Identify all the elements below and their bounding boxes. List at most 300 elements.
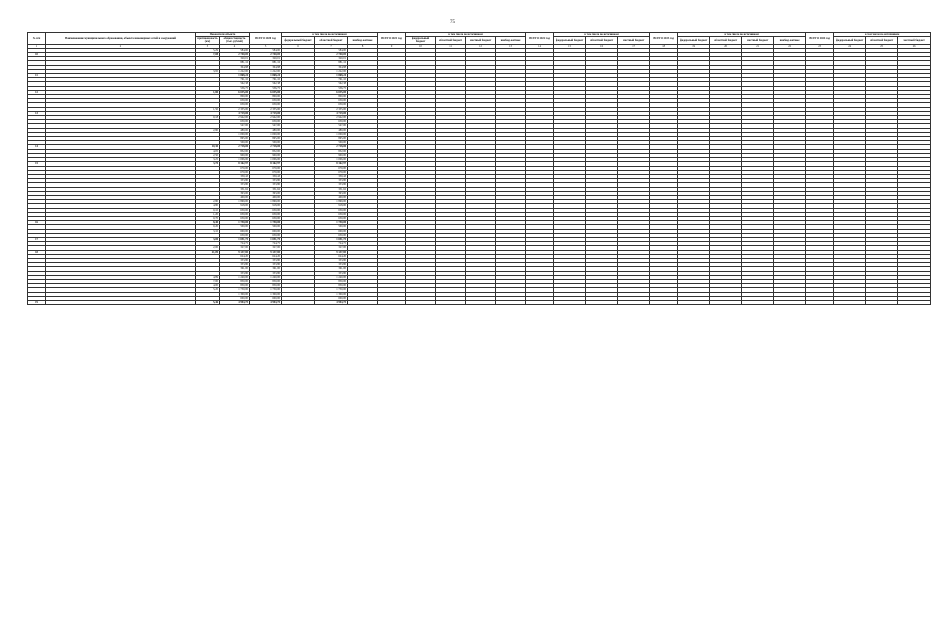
total-cost-cell: 331,62: [220, 187, 250, 191]
total-cost-cell: 320,01: [220, 57, 250, 61]
length-cell: 4,89: [196, 275, 220, 279]
total-2020-cell: 650,00: [250, 103, 282, 107]
total-cost-cell: 333,80: [220, 179, 250, 183]
total-2020-cell: 650,00: [250, 120, 282, 124]
total-2020-cell: 320,01: [250, 57, 282, 61]
total-2020-cell: 333,80: [250, 271, 282, 275]
regional-2020-cell: 4 994,75: [315, 301, 348, 305]
total-2020-cell: 1 000,00: [250, 132, 282, 136]
subheader-cell: местный бюджет: [898, 37, 931, 44]
subheader-cell: федеральный бюджет: [406, 37, 436, 44]
regional-2020-cell: 304,88: [315, 65, 348, 69]
regional-2020-cell: 2 335,00: [315, 107, 348, 111]
total-2020-cell: 333,80: [250, 183, 282, 187]
regional-2020-cell: 333,80: [315, 258, 348, 262]
length-cell: 2,00: [196, 246, 220, 250]
total-2020-cell: 500,00: [250, 225, 282, 229]
total-2020-cell: 1 750,00: [250, 288, 282, 292]
total-2020-cell: 556,75: [250, 86, 282, 90]
total-2020-cell: 918,00: [250, 204, 282, 208]
length-cell: 0,10: [196, 208, 220, 212]
total-cost-cell: 393,00: [220, 191, 250, 195]
regional-2020-cell: 1 000,00: [315, 132, 348, 136]
total-cost-cell: 1 240,00: [220, 275, 250, 279]
regional-2020-cell: 1 240,00: [315, 275, 348, 279]
value-cell: [774, 301, 806, 305]
subheader-cell: местный бюджет: [742, 37, 774, 44]
regional-2020-cell: 6 035,00: [315, 90, 348, 94]
column-index-cell: 2: [46, 44, 196, 48]
total-cost-cell: 2 740,05: [220, 53, 250, 57]
total-2020-cell: 650,00: [250, 212, 282, 216]
value-cell: [526, 301, 554, 305]
value-cell: [466, 301, 496, 305]
subheader-cell: местный бюджет: [618, 37, 650, 44]
row-number-cell: 16: [28, 221, 46, 225]
regional-2020-cell: 850,00: [315, 279, 348, 283]
total-2020-cell: 1 869,00: [250, 200, 282, 204]
total-cost-cell: 1 750,00: [220, 221, 250, 225]
total-2020-cell: 832,00: [250, 149, 282, 153]
total-cost-cell: 600,00: [220, 229, 250, 233]
total-2020-cell: 1 750,00: [250, 221, 282, 225]
total-cost-cell: 562,38: [220, 82, 250, 86]
total-cost-cell: 1 750,00: [220, 288, 250, 292]
regional-2020-cell: 584,00: [315, 48, 348, 52]
row-number-cell: 19: [28, 301, 46, 305]
total-2020-cell: 650,00: [250, 233, 282, 237]
regional-2020-cell: 333,80: [315, 179, 348, 183]
total-cost-cell: 800,00: [220, 95, 250, 99]
total-2020-cell: 650,00: [250, 216, 282, 220]
total-2020-cell: 850,00: [250, 279, 282, 283]
value-cell: [650, 301, 678, 305]
value-cell: [554, 301, 586, 305]
total-cost-cell: 1 222,00: [220, 69, 250, 73]
value-cell: [742, 301, 774, 305]
total-2020-cell: 600,00: [250, 229, 282, 233]
total-cost-cell: 4 994,75: [220, 301, 250, 305]
regional-2020-cell: 333,80: [315, 271, 348, 275]
regional-2020-cell: 1 051,75: [315, 237, 348, 241]
row-number-cell: 12: [28, 90, 46, 94]
value-cell: [378, 301, 406, 305]
total-cost-cell: 761,10: [220, 78, 250, 82]
column-index-cell: 14: [526, 44, 554, 48]
subheader-cell: федеральный бюджет: [678, 37, 710, 44]
total-2020-cell: 650,00: [250, 208, 282, 212]
header-cell: в том числе по источникам: [406, 33, 526, 37]
total-2020-cell: 600,00: [250, 296, 282, 300]
length-cell: 1,50: [196, 107, 220, 111]
section-row: [28, 301, 931, 305]
total-cost-cell: 918,00: [220, 204, 250, 208]
length-cell: 10,30: [196, 145, 220, 149]
header-cell: в том числе по источникам: [282, 33, 378, 37]
column-index-cell: 3: [196, 44, 220, 48]
subheader-cell: общая стоимость (тыс. рублей): [220, 37, 250, 44]
length-cell: 4,05: [196, 149, 220, 153]
length-cell: 7,00: [196, 279, 220, 283]
regional-2020-cell: 850,00: [315, 284, 348, 288]
regional-2020-cell: 761,10: [315, 78, 348, 82]
total-2020-cell: 1 868,24: [250, 74, 282, 78]
total-2020-cell: 9 137,85: [250, 250, 282, 254]
total-cost-cell: 361,00: [220, 267, 250, 271]
total-cost-cell: 650,00: [220, 103, 250, 107]
regional-2020-cell: 327,00: [315, 246, 348, 250]
length-cell: 4,00: [196, 284, 220, 288]
length-cell: 7,08: [196, 53, 220, 57]
total-2020-cell: 304,88: [250, 65, 282, 69]
total-2020-cell: 2 335,00: [250, 107, 282, 111]
regional-2020-cell: 650,00: [315, 208, 348, 212]
regional-2020-cell: 724,75: [315, 242, 348, 246]
value-cell: [586, 301, 618, 305]
column-index-cell: 22: [774, 44, 806, 48]
total-cost-cell: 6 035,00: [220, 90, 250, 94]
row-number-cell: 15: [28, 162, 46, 166]
value-cell: [806, 301, 834, 305]
total-cost-cell: 547,00: [220, 124, 250, 128]
subheader-cell: областной бюджет: [586, 37, 618, 44]
total-2020-cell: 400,00: [250, 195, 282, 199]
length-cell: 5,46: [196, 301, 220, 305]
value-cell: [866, 301, 898, 305]
column-index-cell: 5: [250, 44, 282, 48]
row-number-cell: 17: [28, 237, 46, 241]
total-2020-cell: 1 240,00: [250, 275, 282, 279]
total-cost-cell: 1 868,24: [220, 74, 250, 78]
total-cost-cell: 650,00: [220, 216, 250, 220]
total-cost-cell: 584,00: [220, 48, 250, 52]
total-cost-cell: 480,00: [220, 128, 250, 132]
investment-table: [27, 32, 931, 305]
total-cost-cell: 1 051,75: [220, 237, 250, 241]
subheader-cell: внебюд-жетные: [496, 37, 526, 44]
regional-2020-cell: 600,00: [315, 229, 348, 233]
subheader-cell: областной бюджет: [866, 37, 898, 44]
regional-2020-cell: 500,00: [315, 141, 348, 145]
regional-2020-cell: 500,00: [315, 225, 348, 229]
total-cost-cell: 650,00: [220, 208, 250, 212]
length-cell: 1,80: [196, 90, 220, 94]
subheader-cell: федеральный бюджет: [834, 37, 866, 44]
regional-2020-cell: 624,20: [315, 254, 348, 258]
total-cost-cell: 600,00: [220, 296, 250, 300]
total-cost-cell: 327,00: [220, 246, 250, 250]
value-cell: [618, 301, 650, 305]
subheader-cell: областной бюджет: [436, 37, 466, 44]
column-index-cell: 25: [866, 44, 898, 48]
total-2020-cell: 547,00: [250, 124, 282, 128]
total-2020-cell: 1 006,00: [250, 158, 282, 162]
regional-2020-cell: 331,62: [315, 187, 348, 191]
regional-2020-cell: 2 718,00: [315, 145, 348, 149]
column-index-cell: 9: [378, 44, 406, 48]
total-2020-cell: 2 942,00: [250, 116, 282, 120]
header-cell: ВСЕГО 2022 год: [526, 33, 554, 45]
row-number-cell: 13: [28, 111, 46, 115]
total-2020-cell: 724,75: [250, 242, 282, 246]
total-cost-cell: 333,80: [220, 258, 250, 262]
total-cost-cell: 624,20: [220, 254, 250, 258]
total-cost-cell: 900,00: [220, 153, 250, 157]
regional-2020-cell: 650,00: [315, 99, 348, 103]
column-index-cell: 18: [650, 44, 678, 48]
column-index-cell: 17: [618, 44, 650, 48]
length-cell: 2,80: [196, 128, 220, 132]
length-cell: 3,10: [196, 229, 220, 233]
regional-2020-cell: 9 137,85: [315, 250, 348, 254]
total-2020-cell: 850,00: [250, 284, 282, 288]
regional-2020-cell: 2 740,05: [315, 53, 348, 57]
value-cell: [678, 301, 710, 305]
total-2020-cell: 670,00: [250, 170, 282, 174]
total-cost-cell: 500,00: [220, 225, 250, 229]
total-cost-cell: 8 162,97: [220, 162, 250, 166]
column-index-cell: 15: [554, 44, 586, 48]
subheader-cell: внебюд-жетные: [774, 37, 806, 44]
header-cell: в том числе по источникам: [554, 33, 650, 37]
value-cell: [406, 301, 436, 305]
total-cost-cell: 865,00: [220, 137, 250, 141]
total-2020-cell: 480,00: [250, 128, 282, 132]
length-cell: 3,95: [196, 69, 220, 73]
total-2020-cell: 650,00: [250, 99, 282, 103]
regional-2020-cell: 881,16: [315, 61, 348, 65]
header-cell: в том числе по источникам: [678, 33, 806, 37]
total-cost-cell: 650,00: [220, 120, 250, 124]
total-2020-cell: 881,16: [250, 61, 282, 65]
total-2020-cell: 670,00: [250, 166, 282, 170]
header-cell: Показатели объекта: [196, 33, 250, 37]
total-cost-cell: 670,00: [220, 170, 250, 174]
total-2020-cell: 393,00: [250, 191, 282, 195]
regional-2020-cell: 330,43: [315, 174, 348, 178]
total-2020-cell: 333,80: [250, 263, 282, 267]
regional-2020-cell: 480,00: [315, 128, 348, 132]
regional-2020-cell: 1 300,00: [315, 292, 348, 296]
value-cell: [496, 301, 526, 305]
total-2020-cell: 865,00: [250, 137, 282, 141]
total-cost-cell: 1 000,00: [220, 132, 250, 136]
column-index-cell: 4: [220, 44, 250, 48]
total-cost-cell: 650,00: [220, 233, 250, 237]
subheader-cell: протяжен-ность (км): [197, 37, 218, 44]
total-2020-cell: 331,62: [250, 187, 282, 191]
regional-2020-cell: 650,00: [315, 120, 348, 124]
length-cell: 3,00: [196, 237, 220, 241]
regional-2020-cell: 361,00: [315, 267, 348, 271]
regional-2020-cell: 2 942,00: [315, 116, 348, 120]
total-cost-cell: 333,80: [220, 263, 250, 267]
value-cell: [898, 301, 931, 305]
regional-2020-cell: 800,00: [315, 95, 348, 99]
regional-2020-cell: 918,00: [315, 204, 348, 208]
length-cell: 3,70: [196, 162, 220, 166]
federal-2020-cell: [282, 301, 315, 305]
subheader-cell: областной бюджет: [315, 37, 348, 44]
total-cost-cell: 304,88: [220, 65, 250, 69]
column-index-cell: 7: [315, 44, 348, 48]
total-2020-cell: 761,10: [250, 78, 282, 82]
header-cell: № п/п: [28, 33, 46, 45]
column-index-cell: 12: [466, 44, 496, 48]
length-cell: 2,50: [196, 153, 220, 157]
value-cell: [436, 301, 466, 305]
total-2020-cell: 2 718,00: [250, 145, 282, 149]
total-2020-cell: 330,43: [250, 174, 282, 178]
header-cell: ВСЕГО 2021 год: [378, 33, 406, 45]
header-cell: ВСЕГО 2020 год: [250, 33, 282, 45]
total-cost-cell: 9 137,85: [220, 250, 250, 254]
total-2020-cell: 1 222,00: [250, 69, 282, 73]
total-2020-cell: 584,00: [250, 48, 282, 52]
column-index-cell: 19: [678, 44, 710, 48]
regional-2020-cell: 556,75: [315, 86, 348, 90]
row-number-cell: 18: [28, 250, 46, 254]
total-2020-cell: 327,00: [250, 246, 282, 250]
column-index-cell: 20: [710, 44, 742, 48]
total-cost-cell: 400,00: [220, 195, 250, 199]
page-number: 75: [450, 20, 455, 25]
total-cost-cell: 881,16: [220, 61, 250, 65]
column-index-cell: 8: [348, 44, 378, 48]
row-number-cell: 14: [28, 145, 46, 149]
total-cost-cell: 650,00: [220, 212, 250, 216]
total-cost-cell: 556,75: [220, 86, 250, 90]
regional-2020-cell: 670,00: [315, 166, 348, 170]
regional-2020-cell: 8 162,97: [315, 162, 348, 166]
value-cell: [834, 301, 866, 305]
regional-2020-cell: 1 750,00: [315, 221, 348, 225]
regional-2020-cell: 832,00: [315, 149, 348, 153]
total-cost-cell: 670,00: [220, 166, 250, 170]
total-cost-cell: 500,00: [220, 141, 250, 145]
length-cell: 21,09: [196, 250, 220, 254]
total-2020-cell: 1 051,75: [250, 237, 282, 241]
total-cost-cell: 850,00: [220, 284, 250, 288]
row-number-cell: 10: [28, 53, 46, 57]
regional-2020-cell: 1 750,00: [315, 288, 348, 292]
header-cell: Наименование муниципального образования, объекта инженерных сетей и сооружений: [46, 33, 196, 45]
length-cell: 5,29: [196, 48, 220, 52]
column-index-cell: 24: [834, 44, 866, 48]
total-cost-cell: 850,00: [220, 279, 250, 283]
regional-2020-cell: 600,00: [315, 296, 348, 300]
regional-2020-cell: 400,00: [315, 195, 348, 199]
column-index-cell: 23: [806, 44, 834, 48]
total-cost-cell: 333,80: [220, 271, 250, 275]
regional-2020-cell: 547,00: [315, 124, 348, 128]
total-2020-cell: 2 740,05: [250, 53, 282, 57]
total-cost-cell: 4 719,00: [220, 111, 250, 115]
total-cost-cell: 1 869,00: [220, 200, 250, 204]
total-2020-cell: 1 300,00: [250, 292, 282, 296]
total-2020-cell: 333,80: [250, 179, 282, 183]
total-cost-cell: 2 335,00: [220, 107, 250, 111]
total-2020-cell: 8 162,97: [250, 162, 282, 166]
regional-2020-cell: 1 868,24: [315, 74, 348, 78]
column-index-cell: 21: [742, 44, 774, 48]
column-index-cell: 1: [28, 44, 46, 48]
regional-2020-cell: 4 719,00: [315, 111, 348, 115]
regional-2020-cell: 393,00: [315, 191, 348, 195]
length-cell: 0,18: [196, 116, 220, 120]
total-2020-cell: 500,00: [250, 141, 282, 145]
subheader-cell: федеральный бюджет: [282, 37, 315, 44]
length-cell: 0,70: [196, 216, 220, 220]
regional-2020-cell: 865,00: [315, 137, 348, 141]
total-2020-cell: 6 035,00: [250, 90, 282, 94]
total-2020-cell: 4 994,75: [250, 301, 282, 305]
regional-2020-cell: 333,80: [315, 183, 348, 187]
subheader-cell: местный бюджет: [466, 37, 496, 44]
row-number-cell: 11: [28, 74, 46, 78]
object-name-cell: [46, 301, 196, 305]
regional-2020-cell: 562,38: [315, 82, 348, 86]
column-index-cell: 6: [282, 44, 315, 48]
column-index-cell: 11: [436, 44, 466, 48]
regional-2020-cell: 1 222,00: [315, 69, 348, 73]
column-index-cell: 26: [898, 44, 931, 48]
subheader-cell: федеральный бюджет: [554, 37, 586, 44]
header-cell: в том числе по источникам: [834, 33, 931, 37]
subheader-cell: внебюд-жетные: [348, 37, 378, 44]
total-2020-cell: 900,00: [250, 153, 282, 157]
total-cost-cell: 2 718,00: [220, 145, 250, 149]
total-cost-cell: 724,75: [220, 242, 250, 246]
header-cell: ВСЕГО 2024 год: [806, 33, 834, 45]
total-2020-cell: 333,80: [250, 258, 282, 262]
column-index-cell: 13: [496, 44, 526, 48]
regional-2020-cell: 1 006,00: [315, 158, 348, 162]
regional-2020-cell: 333,80: [315, 263, 348, 267]
column-index-cell: 10: [406, 44, 436, 48]
value-cell: [710, 301, 742, 305]
length-cell: 8,40: [196, 221, 220, 225]
regional-2020-cell: 650,00: [315, 216, 348, 220]
header-cell: ВСЕГО 2023 год: [650, 33, 678, 45]
total-2020-cell: 562,38: [250, 82, 282, 86]
column-index-cell: 16: [586, 44, 618, 48]
table-body: [28, 44, 931, 305]
regional-2020-cell: 320,01: [315, 57, 348, 61]
total-2020-cell: 4 719,00: [250, 111, 282, 115]
length-cell: 5,20: [196, 288, 220, 292]
regional-2020-cell: 650,00: [315, 103, 348, 107]
subheader-cell: областной бюджет: [710, 37, 742, 44]
total-cost-cell: 650,00: [220, 99, 250, 103]
regional-2020-cell: 670,00: [315, 170, 348, 174]
length-cell: 0,20: [196, 225, 220, 229]
regional-2020-cell: 650,00: [315, 233, 348, 237]
total-cost-cell: 2 942,00: [220, 116, 250, 120]
length-cell: 3,25: [196, 158, 220, 162]
total-cost-cell: 333,80: [220, 183, 250, 187]
regional-2020-cell: 1 869,00: [315, 200, 348, 204]
length-cell: 2,80: [196, 200, 220, 204]
total-cost-cell: 832,00: [220, 149, 250, 153]
value-cell: [348, 301, 378, 305]
total-cost-cell: 330,43: [220, 174, 250, 178]
total-cost-cell: 1 006,00: [220, 158, 250, 162]
total-2020-cell: 800,00: [250, 95, 282, 99]
length-cell: 1,20: [196, 212, 220, 216]
total-2020-cell: 361,00: [250, 267, 282, 271]
regional-2020-cell: 900,00: [315, 153, 348, 157]
